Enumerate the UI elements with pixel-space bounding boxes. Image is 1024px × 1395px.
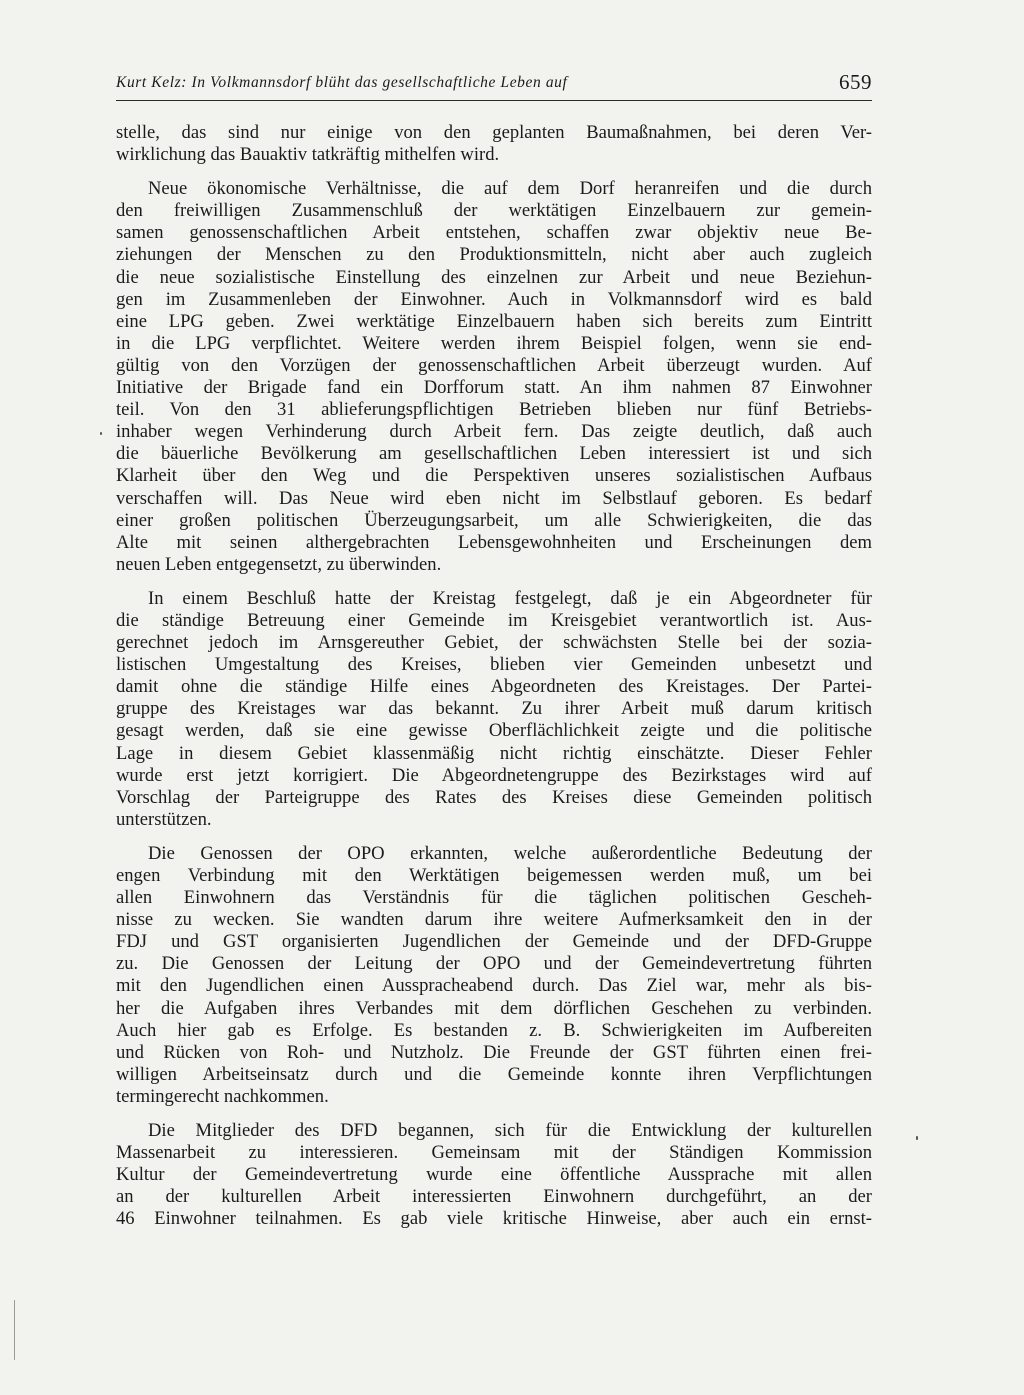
text-line: Die Mitglieder des DFD begannen, sich für die Entwicklung der kulturellen: [148, 1120, 872, 1142]
text-line: Auch hier gab es Erfolge. Es bestanden z. B. Schwierigkeiten im Aufbereiten: [116, 1019, 872, 1041]
running-header: [116, 70, 872, 101]
text-line: engen Verbindung mit den Werktätigen beigemessen werden muß, um bei: [116, 865, 872, 886]
text-line: stelle, das sind nur einige von den geplanten Baumaßnahmen, bei deren Ver-: [116, 122, 872, 143]
page-number: 659: [839, 70, 872, 94]
text-line: gültig von den Vorzügen der genossenschaftlichen Arbeit überzeugt wurden. Auf: [116, 354, 872, 376]
paragraph-gap: [116, 576, 872, 588]
text-line: den freiwilligen Zusammenschluß der werktätigen Einzelbauern zur gemein-: [116, 200, 872, 222]
text-line: einer großen politischen Überzeugungsarbeit, um alle Schwierigkeiten, die das: [116, 509, 872, 531]
paragraph: [116, 588, 872, 831]
text-line: Klarheit über den Weg und die Perspektiven unseres sozialistischen Aufbaus: [116, 465, 872, 487]
text-line: zu. Die Genossen der Leitung der OPO und der Gemeindevertretung führten: [116, 953, 872, 975]
text-line: Alte mit seinen althergebrachten Lebensgewohnheiten und Erscheinungen dem: [116, 531, 872, 553]
paragraph: [116, 122, 872, 166]
text-line: samen genossenschaftlichen Arbeit entstehen, schaffen zwar objektiv neue Be-: [116, 222, 872, 244]
text-line: Neue ökonomische Verhältnisse, die auf dem Dorf heranreifen und die durch: [148, 178, 872, 200]
text-line: nisse zu wecken. Sie wandten darum ihre weitere Aufmerksamkeit den in der: [116, 909, 872, 931]
text-line: FDJ und GST organisierten Jugendlichen der Gemeinde und der DFD-Gruppe: [116, 931, 872, 953]
text-line: gesagt werden, daß sie eine gewisse Oberflächlichkeit zeigte und die politische: [116, 720, 872, 742]
text-line: gen im Zusammenleben der Einwohner. Auch in Volkmannsdorf wird es bald: [116, 288, 872, 310]
paragraph: [116, 843, 872, 1108]
text-line: die bäuerliche Bevölkerung am gesellschaftlichen Leben interessiert ist und sich: [116, 443, 872, 465]
text-line: verschaffen will. Das Neue wird eben nicht im Selbstlauf geboren. Es bedarf: [116, 487, 872, 509]
text-line: termingerecht nachkommen.: [116, 1085, 329, 1107]
text-line: gruppe des Kreistages war das bekannt. Zu ihrer Arbeit muß darum kritisch: [116, 698, 872, 720]
text-line: ziehungen der Menschen zu den Produktionsmitteln, nicht aber auch zugleich: [116, 244, 872, 266]
text-line: willigen Arbeitseinsatz durch und die Gemeinde konnte ihren Verpflichtungen: [116, 1063, 872, 1085]
text-line: her die Aufgaben ihres Verbandes mit dem dörflichen Geschehen zu verbinden.: [116, 997, 872, 1019]
text-line: teil. Von den 31 ablieferungspflichtigen Betrieben blieben nur fünf Betriebs-: [116, 399, 872, 421]
text-line: wirklichung das Bauaktiv tatkräftig mithelfen wird.: [116, 144, 500, 166]
text-line: Massenarbeit zu interessieren. Gemeinsam mit der Ständigen Kommission: [116, 1142, 872, 1164]
text-line: Initiative der Brigade fand ein Dorfforum statt. An ihm nahmen 87 Einwohner: [116, 377, 872, 399]
text-line: gerechnet jedoch im Arnsgereuther Gebiet, der schwächsten Stelle bei der sozia-: [116, 632, 872, 654]
paragraph: [116, 178, 872, 576]
text-line: listischen Umgestaltung des Kreises, blieben vier Gemeinden unbesetzt und: [116, 654, 872, 676]
body-text: [116, 122, 872, 1231]
text-line: die ständige Betreuung einer Gemeinde im Kreisgebiet verantwortlich ist. Aus-: [116, 609, 872, 631]
text-line: eine LPG geben. Zwei werktätige Einzelbauern haben sich bereits zum Eintritt: [116, 310, 872, 332]
paragraph-gap: [116, 831, 872, 843]
paragraph: [116, 1120, 872, 1230]
text-line: Vorschlag der Parteigruppe des Rates des Kreises diese Gemeinden politisch: [116, 786, 872, 808]
text-line: damit ohne die ständige Hilfe eines Abgeordneten des Kreistages. Der Partei-: [116, 676, 872, 698]
text-line: In einem Beschluß hatte der Kreistag festgelegt, daß je ein Abgeordneter für: [148, 587, 872, 609]
text-line: inhaber wegen Verhinderung durch Arbeit fern. Das zeigte deutlich, daß auch: [116, 421, 872, 443]
paragraph-gap: [116, 166, 872, 178]
text-line: an der kulturellen Arbeit interessierten Einwohnern durchgeführt, an der: [116, 1186, 872, 1208]
text-line: 46 Einwohner teilnahmen. Es gab viele kritische Hinweise, aber auch ein ernst-: [116, 1208, 872, 1230]
text-line: wurde erst jetzt korrigiert. Die Abgeordnetengruppe des Bezirkstages wird auf: [116, 764, 872, 786]
text-line: in die LPG verpflichtet. Weitere werden ihrem Beispiel folgen, wenn sie end-: [116, 332, 872, 354]
text-line: mit den Jugendlichen einen Ausspracheabend durch. Das Ziel war, mehr als bis-: [116, 975, 872, 997]
text-line: Kultur der Gemeindevertretung wurde eine öffentliche Aussprache mit allen: [116, 1164, 872, 1186]
text-line: neuen Leben entgegensetzt, zu überwinden.: [116, 553, 442, 575]
text-line: Lage in diesem Gebiet klassenmäßig nicht richtig einschätzte. Dieser Fehler: [116, 742, 872, 764]
running-title: Kurt Kelz: In Volkmannsdorf blüht das gesellschaftliche Leben auf: [116, 74, 568, 91]
text-line: und Rücken von Roh- und Nutzholz. Die Freunde der GST führten einen frei-: [116, 1041, 872, 1063]
text-line: allen Einwohnern das Verständnis für die täglichen politischen Gescheh-: [116, 887, 872, 909]
text-line: die neue sozialistische Einstellung des einzelnen zur Arbeit und neue Beziehun-: [116, 266, 872, 288]
text-line: Die Genossen der OPO erkannten, welche außerordentliche Bedeutung der: [148, 842, 872, 864]
text-line: unterstützen.: [116, 808, 212, 830]
paragraph-gap: [116, 1108, 872, 1120]
